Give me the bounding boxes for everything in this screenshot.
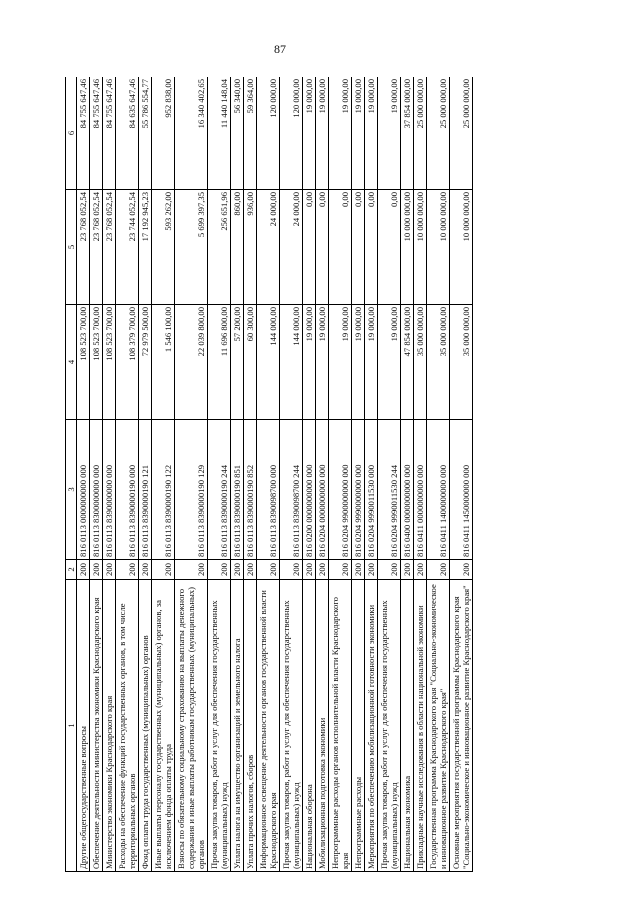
code-cell: 200: [175, 560, 208, 580]
name-cell: Министерство экономики Краснодарского края: [103, 580, 116, 872]
planned-cell: 47 854 000,00: [401, 305, 414, 420]
header-col-6: 6: [66, 77, 77, 190]
classification-cell: 816 0411 1400000000 000: [427, 420, 450, 560]
classification-cell: 816 0113 8390098700 244: [280, 420, 303, 560]
executed-cell: 24 000,00: [280, 190, 303, 305]
code-cell: 200: [414, 560, 427, 580]
table-body: [77, 77, 473, 872]
planned-cell: 35 000 000,00: [450, 305, 473, 420]
classification-cell: 816 0204 9900000000 000: [329, 420, 352, 560]
header-col-2: 2: [66, 560, 77, 580]
name-cell: Мобилизационная подготовка экономики: [316, 580, 329, 872]
name-cell: Уплата прочих налогов, сборов: [244, 580, 257, 872]
planned-cell: 11 696 800,00: [208, 305, 231, 420]
code-cell: 200: [365, 560, 378, 580]
executed-cell: 23 768 052,54: [90, 190, 103, 305]
code-cell: 200: [378, 560, 401, 580]
table-row: [244, 77, 257, 872]
executed-cell: 0,00: [378, 190, 401, 305]
remaining-cell: 19 000,00: [316, 77, 329, 190]
executed-cell: 23 768 052,54: [77, 190, 90, 305]
executed-cell: 24 000,00: [257, 190, 280, 305]
classification-cell: 816 0113 8390000190 122: [152, 420, 175, 560]
remaining-cell: 19 000,00: [365, 77, 378, 190]
classification-cell: 816 0113 8390000190 121: [139, 420, 152, 560]
table-row: [152, 77, 175, 872]
remaining-cell: 19 000,00: [352, 77, 365, 190]
table-row: [329, 77, 352, 872]
executed-cell: 0,00: [316, 190, 329, 305]
planned-cell: 19 000,00: [352, 305, 365, 420]
remaining-cell: 55 786 554,77: [139, 77, 152, 190]
planned-cell: 108 379 700,00: [116, 305, 139, 420]
executed-cell: 0,00: [352, 190, 365, 305]
name-cell: Иные выплаты персоналу государственных (муниципальных) органов, за исключением фонда оплаты труда: [152, 580, 175, 872]
planned-cell: 35 000 000,00: [427, 305, 450, 420]
table-row: [77, 77, 90, 872]
remaining-cell: 84 755 647,46: [90, 77, 103, 190]
name-cell: Прочая закупка товаров, работ и услуг для обеспечения государственных (муниципальных) нужд: [378, 580, 401, 872]
table-row: [208, 77, 231, 872]
remaining-cell: 25 000 000,00: [427, 77, 450, 190]
classification-cell: 816 0113 8390000190 244: [208, 420, 231, 560]
table-row: [257, 77, 280, 872]
code-cell: 200: [352, 560, 365, 580]
code-cell: 200: [427, 560, 450, 580]
executed-cell: 0,00: [303, 190, 316, 305]
planned-cell: 60 300,00: [244, 305, 257, 420]
executed-cell: 10 000 000,00: [414, 190, 427, 305]
name-cell: Прочая закупка товаров, работ и услуг для обеспечения государственных (муниципальных) нужд: [208, 580, 231, 872]
expenses-table: [65, 77, 473, 872]
table-row: [352, 77, 365, 872]
name-cell: Непрограммные расходы: [352, 580, 365, 872]
planned-cell: 108 523 700,00: [77, 305, 90, 420]
remaining-cell: 25 000 000,00: [450, 77, 473, 190]
executed-cell: 936,00: [244, 190, 257, 305]
planned-cell: 72 979 500,00: [139, 305, 152, 420]
code-cell: 200: [329, 560, 352, 580]
remaining-cell: 120 000,00: [280, 77, 303, 190]
name-cell: Национальная экономика: [401, 580, 414, 872]
executed-cell: 0,00: [365, 190, 378, 305]
classification-cell: 816 0113 0000000000 000: [77, 420, 90, 560]
planned-cell: 19 000,00: [316, 305, 329, 420]
name-cell: Государственная программа Краснодарского края "Социально-экономическое и инновационное развитие Краснодарского края": [427, 580, 450, 872]
planned-cell: 1 546 100,00: [152, 305, 175, 420]
planned-cell: 19 000,00: [378, 305, 401, 420]
name-cell: Мероприятия по обеспечению мобилизационной готовности экономики: [365, 580, 378, 872]
remaining-cell: 16 340 402,65: [175, 77, 208, 190]
header-col-3: 3: [66, 420, 77, 560]
executed-cell: 10 000 000,00: [427, 190, 450, 305]
code-cell: 200: [244, 560, 257, 580]
code-cell: 200: [116, 560, 139, 580]
executed-cell: 5 699 397,35: [175, 190, 208, 305]
name-cell: Расходы на обеспечение функций государственных органов, в том числе территориальных органов: [116, 580, 139, 872]
executed-cell: 593 262,00: [152, 190, 175, 305]
planned-cell: 57 200,00: [231, 305, 244, 420]
table-header: [66, 77, 77, 872]
table-row: [175, 77, 208, 872]
classification-cell: 816 0204 9990000000 000: [352, 420, 365, 560]
classification-cell: 816 0113 8390000190 000: [116, 420, 139, 560]
code-cell: 200: [231, 560, 244, 580]
remaining-cell: 952 838,00: [152, 77, 175, 190]
name-cell: Национальная оборона: [303, 580, 316, 872]
code-cell: 200: [103, 560, 116, 580]
remaining-cell: 84 755 647,46: [103, 77, 116, 190]
code-cell: 200: [257, 560, 280, 580]
table-row: [116, 77, 139, 872]
remaining-cell: 56 340,00: [231, 77, 244, 190]
remaining-cell: 120 000,00: [257, 77, 280, 190]
planned-cell: 35 000 000,00: [414, 305, 427, 420]
classification-cell: 816 0200 0000000000 000: [303, 420, 316, 560]
planned-cell: 108 523 700,00: [103, 305, 116, 420]
planned-cell: 22 039 800,00: [175, 305, 208, 420]
table-row: [427, 77, 450, 872]
classification-cell: 816 0411 1450000000 000: [450, 420, 473, 560]
name-cell: Другие общегосударственные вопросы: [77, 580, 90, 872]
code-cell: 200: [450, 560, 473, 580]
remaining-cell: 11 440 148,04: [208, 77, 231, 190]
code-cell: 200: [152, 560, 175, 580]
executed-cell: 17 192 945,23: [139, 190, 152, 305]
classification-cell: 816 0204 9990011530 244: [378, 420, 401, 560]
code-cell: 200: [280, 560, 303, 580]
executed-cell: 10 000 000,00: [401, 190, 414, 305]
code-cell: 200: [401, 560, 414, 580]
name-cell: Обеспечение деятельности министерства экономики Краснодарского края: [90, 580, 103, 872]
code-cell: 200: [316, 560, 329, 580]
remaining-cell: 59 364,00: [244, 77, 257, 190]
classification-cell: 816 0113 8390000000 000: [103, 420, 116, 560]
classification-cell: 816 0400 0000000000 000: [401, 420, 414, 560]
table-row: [103, 77, 116, 872]
classification-cell: 816 0113 8300000000 000: [90, 420, 103, 560]
table-row: [378, 77, 401, 872]
table-rotation-wrapper: [65, 77, 625, 872]
name-cell: Уплата налога на имущество организаций и земельного налога: [231, 580, 244, 872]
remaining-cell: 84 635 647,46: [116, 77, 139, 190]
name-cell: Непрограммные расходы органов исполнительной власти Краснодарского края: [329, 580, 352, 872]
table-row: [231, 77, 244, 872]
page-number: 87: [274, 42, 286, 56]
table-row: [401, 77, 414, 872]
classification-cell: 816 0113 8390000190 852: [244, 420, 257, 560]
name-cell: Прикладные научные исследования в области национальной экономики: [414, 580, 427, 872]
code-cell: 200: [303, 560, 316, 580]
classification-cell: 816 0411 0000000000 000: [414, 420, 427, 560]
executed-cell: 10 000 000,00: [450, 190, 473, 305]
header-col-4: 4: [66, 305, 77, 420]
classification-cell: 816 0113 8390000190 129: [175, 420, 208, 560]
table-row: [365, 77, 378, 872]
header-col-5: 5: [66, 190, 77, 305]
rotated-table-area: [65, 77, 625, 872]
planned-cell: 19 000,00: [365, 305, 378, 420]
table-row: [303, 77, 316, 872]
classification-cell: 816 0113 8390098700 000: [257, 420, 280, 560]
remaining-cell: 37 854 000,00: [401, 77, 414, 190]
executed-cell: 23 768 052,54: [103, 190, 116, 305]
classification-cell: 816 0204 9990011530 000: [365, 420, 378, 560]
executed-cell: 23 744 052,54: [116, 190, 139, 305]
table-row: [280, 77, 303, 872]
code-cell: 200: [90, 560, 103, 580]
code-cell: 200: [77, 560, 90, 580]
classification-cell: 816 0113 8390000190 851: [231, 420, 244, 560]
remaining-cell: 25 000 000,00: [414, 77, 427, 190]
planned-cell: 19 000,00: [303, 305, 316, 420]
table-row: [139, 77, 152, 872]
remaining-cell: 84 755 647,46: [77, 77, 90, 190]
planned-cell: 144 000,00: [280, 305, 303, 420]
executed-cell: 860,00: [231, 190, 244, 305]
remaining-cell: 19 000,00: [329, 77, 352, 190]
name-cell: Основные мероприятия государственной программы Краснодарского края "Социально-экономическое и инновационное развитие Краснодарского края": [450, 580, 473, 872]
name-cell: Фонд оплаты труда государственных (муниципальных) органов: [139, 580, 152, 872]
planned-cell: 19 000,00: [329, 305, 352, 420]
remaining-cell: 19 000,00: [303, 77, 316, 190]
header-row: [66, 77, 77, 872]
table-row: [450, 77, 473, 872]
planned-cell: 144 000,00: [257, 305, 280, 420]
planned-cell: 108 523 700,00: [90, 305, 103, 420]
classification-cell: 816 0204 0000000000 000: [316, 420, 329, 560]
name-cell: Информационное освещение деятельности органов государственной власти Краснодарского края: [257, 580, 280, 872]
executed-cell: 0,00: [329, 190, 352, 305]
executed-cell: 256 651,96: [208, 190, 231, 305]
code-cell: 200: [208, 560, 231, 580]
name-cell: Взносы по обязательному социальному страхованию на выплаты денежного содержания и иные выплаты работникам государственных (муниципальных) органов: [175, 580, 208, 872]
remaining-cell: 19 000,00: [378, 77, 401, 190]
name-cell: Прочая закупка товаров, работ и услуг для обеспечения государственных (муниципальных) нужд: [280, 580, 303, 872]
table-row: [414, 77, 427, 872]
table-row: [316, 77, 329, 872]
header-col-1: 1: [66, 580, 77, 872]
table-row: [90, 77, 103, 872]
code-cell: 200: [139, 560, 152, 580]
